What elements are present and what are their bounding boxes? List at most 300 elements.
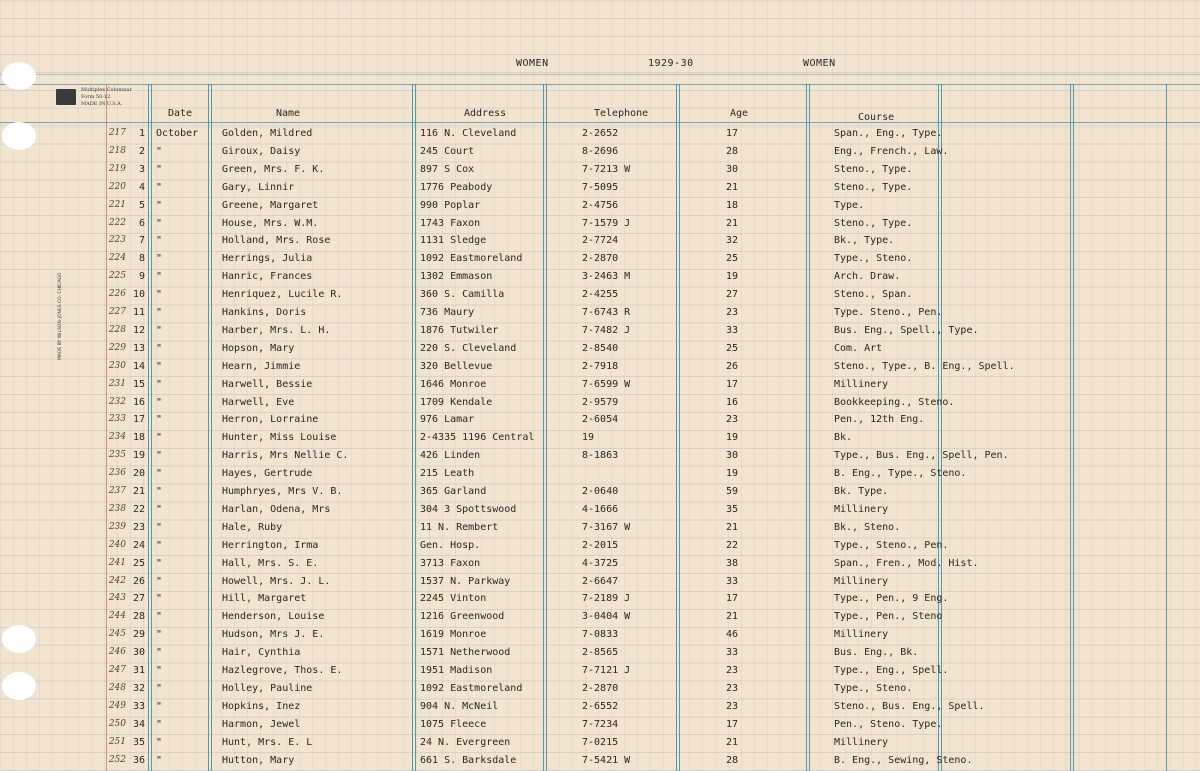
brand-line-3: MADE IN U.S.A. — [81, 101, 123, 107]
entry-date: " — [156, 682, 163, 694]
entry-age: 30 — [726, 163, 739, 175]
entry-address: 365 Garland — [420, 486, 487, 497]
entry-date: " — [156, 145, 163, 157]
entry-course: Type., Pen., Steno — [834, 611, 943, 623]
entry-name: Hazlegrove, Thos. E. — [222, 665, 343, 676]
entry-telephone: 7-6599 W — [582, 378, 631, 390]
entry-telephone: 2-6647 — [582, 575, 619, 587]
entry-course: Millinery — [834, 736, 889, 748]
table-row — [0, 465, 1200, 483]
entry-number: 28 — [132, 611, 145, 623]
entry-age: 33 — [726, 647, 739, 659]
entry-name: Herron, Lorraine — [222, 414, 319, 426]
brand-line-1: Multiplex Columnar — [81, 87, 132, 93]
entry-number: 5 — [138, 199, 145, 211]
entry-course: Millinery — [834, 378, 889, 390]
entry-telephone: 2-8540 — [582, 342, 619, 354]
entry-serial: 217 — [108, 128, 126, 138]
entry-number: 34 — [132, 718, 145, 730]
entry-address: 116 N. Cleveland — [420, 128, 517, 139]
entry-date: " — [156, 521, 163, 533]
brand-line-2: Form 50-12 — [81, 94, 111, 100]
entry-age: 23 — [726, 682, 739, 694]
entry-age: 25 — [726, 342, 739, 354]
entry-address: 1876 Tutwiler — [420, 324, 499, 336]
entry-serial: 234 — [108, 432, 126, 443]
table-row — [0, 304, 1200, 322]
entry-date: " — [156, 414, 163, 426]
entry-telephone: 7-5421 W — [582, 754, 631, 766]
entry-number: 3 — [138, 163, 145, 175]
entry-date: " — [156, 324, 163, 336]
entry-age: 33 — [726, 324, 739, 336]
entry-course: Type., Steno. — [834, 682, 913, 694]
entry-number: 30 — [132, 647, 145, 659]
entry-serial: 230 — [108, 360, 126, 371]
entry-serial: 250 — [108, 718, 126, 729]
entry-date: " — [156, 378, 163, 390]
entry-address: 24 N. Evergreen — [420, 736, 511, 748]
entry-number: 12 — [132, 324, 145, 336]
col-head-course: Course — [858, 112, 895, 123]
entry-number: 24 — [132, 539, 145, 551]
entry-address: 2-4335 1196 Central — [420, 432, 535, 444]
entry-course: Span., Fren., Mod. Hist. — [834, 557, 979, 569]
entry-number: 25 — [132, 557, 145, 569]
entry-serial: 240 — [108, 539, 126, 550]
entry-course: Type., Steno., Pen. — [834, 539, 949, 551]
table-row — [0, 358, 1200, 376]
entry-address: 1075 Fleece — [420, 718, 487, 730]
entry-age: 19 — [726, 432, 739, 444]
entry-age: 21 — [726, 521, 739, 533]
entry-age: 21 — [726, 736, 739, 748]
entry-name: Herrings, Julia — [222, 253, 313, 265]
entry-course: Eng., French., Law. — [834, 145, 949, 157]
entry-age: 19 — [726, 271, 739, 283]
entry-date: " — [156, 718, 163, 730]
entry-telephone: 7-6743 R — [582, 307, 631, 318]
entry-date: " — [156, 486, 163, 497]
entry-serial: 243 — [108, 593, 126, 604]
entry-date: " — [156, 539, 163, 551]
entry-course: Millinery — [834, 629, 889, 641]
entry-address: 304 3 Spottswood — [420, 503, 517, 515]
entry-telephone: 7-2189 J — [582, 593, 631, 605]
entry-age: 23 — [726, 414, 739, 426]
entry-name: Holland, Mrs. Rose — [222, 235, 331, 247]
table-row — [0, 698, 1200, 716]
entry-date: " — [156, 360, 163, 372]
entry-date: " — [156, 754, 163, 766]
entry-address: 1743 Faxon — [420, 217, 481, 229]
entry-age: 59 — [726, 486, 739, 497]
entry-address: 1709 Kendale — [420, 396, 493, 408]
entry-number: 14 — [132, 360, 145, 372]
entry-date: " — [156, 342, 163, 354]
entry-name: Herrington, Irma — [222, 539, 319, 551]
entry-date: " — [156, 700, 163, 712]
entry-telephone: 2-8565 — [582, 647, 619, 659]
table-row — [0, 143, 1200, 161]
entry-date: " — [156, 503, 163, 515]
table-row — [0, 340, 1200, 358]
wilson-jones-logo-icon — [56, 89, 76, 105]
table-row — [0, 483, 1200, 501]
entry-address: 1092 Eastmoreland — [420, 253, 523, 265]
entry-course: Bus. Eng., Spell., Type. — [834, 324, 979, 336]
entry-name: Hankins, Doris — [222, 307, 307, 318]
entry-name: Hutton, Mary — [222, 754, 295, 766]
entry-address: 11 N. Rembert — [420, 521, 499, 533]
entry-name: Hall, Mrs. S. E. — [222, 557, 319, 569]
entry-age: 16 — [726, 396, 739, 408]
entry-course: Com. Art — [834, 342, 883, 354]
entry-serial: 220 — [108, 181, 126, 192]
table-row — [0, 590, 1200, 608]
entry-serial: 245 — [108, 629, 126, 640]
entry-address: 426 Linden — [420, 450, 481, 462]
entry-address: 3713 Faxon — [420, 557, 481, 569]
entry-course: Steno., Type. — [834, 217, 913, 229]
table-row — [0, 376, 1200, 394]
entry-name: Harris, Mrs Nellie C. — [222, 450, 349, 462]
entry-telephone: 7-3167 W — [582, 521, 631, 533]
table-row — [0, 626, 1200, 644]
entry-age: 38 — [726, 557, 739, 569]
entry-telephone: 2-4756 — [582, 199, 619, 211]
table-row — [0, 537, 1200, 555]
entry-name: Hudson, Mrs J. E. — [222, 629, 325, 641]
entry-number: 20 — [132, 468, 145, 480]
top-rule — [0, 74, 1200, 75]
entry-number: 19 — [132, 450, 145, 462]
table-row — [0, 411, 1200, 429]
entry-number: 1 — [138, 128, 145, 139]
entry-age: 32 — [726, 235, 739, 247]
entry-telephone: 2-2015 — [582, 539, 619, 551]
col-head-telephone: Telephone — [594, 108, 649, 119]
entry-address: 904 N. McNeil — [420, 700, 499, 712]
entry-course: Pen., 12th Eng. — [834, 414, 925, 426]
table-row — [0, 394, 1200, 412]
entry-serial: 248 — [108, 682, 126, 693]
entry-course: Bk. — [834, 432, 853, 444]
entry-number: 22 — [132, 503, 145, 515]
entry-course: Steno., Type. — [834, 163, 913, 175]
entry-name: Green, Mrs. F. K. — [222, 163, 325, 175]
entry-telephone: 2-2870 — [582, 682, 619, 694]
entry-date: " — [156, 163, 163, 175]
entry-number: 6 — [138, 217, 145, 229]
table-row — [0, 268, 1200, 286]
entry-number: 21 — [132, 486, 145, 497]
entry-date: " — [156, 575, 163, 587]
entry-address: 897 S Cox — [420, 163, 475, 175]
sheet-title-right: WOMEN — [803, 58, 836, 69]
entry-number: 4 — [138, 181, 145, 193]
entry-name: Hair, Cynthia — [222, 647, 301, 659]
entry-course: Type., Bus. Eng., Spell, Pen. — [834, 450, 1009, 462]
entry-address: 320 Bellevue — [420, 360, 493, 372]
binder-hole — [2, 62, 36, 90]
entry-telephone: 2-9579 — [582, 396, 619, 408]
entry-course: B. Eng., Sewing, Steno. — [834, 754, 973, 766]
entry-age: 18 — [726, 199, 739, 211]
entry-address: 976 Lamar — [420, 414, 475, 426]
table-row — [0, 447, 1200, 465]
entry-telephone: 7-0215 — [582, 736, 619, 748]
entry-telephone: 8-1863 — [582, 450, 619, 462]
entry-age: 17 — [726, 128, 739, 139]
entry-date: " — [156, 593, 163, 605]
header-rule — [0, 84, 1200, 85]
entry-telephone: 3-0404 W — [582, 611, 631, 623]
entry-course: Type. — [834, 199, 865, 211]
entry-number: 13 — [132, 342, 145, 354]
entry-course: Steno., Type. — [834, 181, 913, 193]
entry-address: 1092 Eastmoreland — [420, 682, 523, 694]
entry-name: Hunter, Miss Louise — [222, 432, 337, 444]
table-row — [0, 215, 1200, 233]
entry-address: 1951 Madison — [420, 665, 493, 676]
entry-number: 27 — [132, 593, 145, 605]
entry-telephone: 7-1579 J — [582, 217, 631, 229]
entry-number: 23 — [132, 521, 145, 533]
entry-age: 23 — [726, 307, 739, 318]
entry-course: Bk., Steno. — [834, 521, 901, 533]
entry-serial: 247 — [108, 665, 126, 675]
entry-address: 1571 Netherwood — [420, 647, 511, 659]
entry-course: Bookkeeping., Steno. — [834, 396, 955, 408]
entry-age: 17 — [726, 378, 739, 390]
entry-telephone: 4-1666 — [582, 503, 619, 515]
entry-serial: 241 — [108, 557, 126, 568]
entry-date: " — [156, 432, 163, 444]
entry-address: 1619 Monroe — [420, 629, 487, 641]
table-row — [0, 125, 1200, 143]
table-row — [0, 734, 1200, 752]
entry-address: 2245 Vinton — [420, 593, 487, 605]
entry-name: Hearn, Jimmie — [222, 360, 301, 372]
entry-serial: 229 — [108, 342, 126, 353]
entry-number: 2 — [138, 145, 145, 157]
entry-serial: 225 — [108, 271, 126, 282]
entry-telephone: 2-7918 — [582, 360, 619, 372]
entry-telephone: 7-7482 J — [582, 324, 631, 336]
entry-serial: 246 — [108, 647, 126, 658]
entry-name: Holley, Pauline — [222, 682, 313, 694]
entry-date: " — [156, 450, 163, 462]
col-head-date: Date — [168, 108, 193, 119]
entry-name: Hopson, Mary — [222, 342, 295, 354]
entry-name: Howell, Mrs. J. L. — [222, 575, 331, 587]
entry-address: 245 Court — [420, 145, 475, 157]
entry-serial: 239 — [108, 521, 126, 532]
entry-address: 1776 Peabody — [420, 181, 493, 193]
entry-telephone: 4-3725 — [582, 557, 619, 569]
entry-number: 18 — [132, 432, 145, 444]
entry-number: 26 — [132, 575, 145, 587]
entry-serial: 223 — [108, 235, 126, 246]
column-head-rule — [0, 122, 1200, 123]
entry-date: " — [156, 271, 163, 283]
entry-telephone: 2-2870 — [582, 253, 619, 265]
entry-address: 990 Poplar — [420, 199, 481, 211]
entry-address: 661 S. Barksdale — [420, 754, 517, 766]
entry-address: 1216 Greenwood — [420, 611, 505, 623]
entry-serial: 251 — [108, 736, 126, 747]
entry-serial: 222 — [108, 217, 126, 228]
entry-age: 21 — [726, 181, 739, 193]
entry-number: 33 — [132, 700, 145, 712]
entry-age: 17 — [726, 718, 739, 730]
entry-telephone: 2-6054 — [582, 414, 619, 426]
entry-course: Span., Eng., Type. — [834, 128, 943, 139]
entry-age: 25 — [726, 253, 739, 265]
entry-name: Golden, Mildred — [222, 128, 313, 139]
entry-date: " — [156, 199, 163, 211]
table-row — [0, 680, 1200, 698]
entry-address: 1131 Sledge — [420, 235, 487, 247]
entry-date: " — [156, 611, 163, 623]
entry-name: Hill, Margaret — [222, 593, 307, 605]
entry-telephone: 8-2696 — [582, 145, 619, 157]
entry-serial: 226 — [108, 289, 126, 300]
entry-date: " — [156, 468, 163, 480]
entry-course: Steno., Bus. Eng., Spell. — [834, 700, 985, 712]
entry-telephone: 7-5095 — [582, 181, 619, 193]
entry-serial: 233 — [108, 414, 126, 425]
table-row — [0, 179, 1200, 197]
entry-age: 21 — [726, 217, 739, 229]
entry-name: Giroux, Daisy — [222, 145, 301, 157]
table-row — [0, 662, 1200, 680]
entry-number: 15 — [132, 378, 145, 390]
entry-date: " — [156, 289, 163, 301]
entry-course: Millinery — [834, 575, 889, 587]
entry-serial: 227 — [108, 307, 126, 317]
entry-telephone: 2-6552 — [582, 700, 619, 712]
sheet-title-left: WOMEN — [516, 58, 549, 69]
maker-side-mark: MADE BY WILSON-JONES CO. CHICAGO — [58, 272, 63, 360]
entry-name: Hopkins, Inez — [222, 700, 301, 712]
entry-date: " — [156, 235, 163, 247]
entry-number: 31 — [132, 665, 145, 676]
entry-number: 11 — [132, 307, 145, 318]
entry-course: Type., Eng., Spell. — [834, 665, 949, 676]
entry-serial: 252 — [108, 754, 126, 765]
entry-course: Steno., Type., B. Eng., Spell. — [834, 360, 1015, 372]
entry-telephone: 7-7121 J — [582, 665, 631, 676]
entry-serial: 221 — [108, 199, 126, 210]
entry-address: 220 S. Cleveland — [420, 342, 517, 354]
table-row — [0, 250, 1200, 268]
entry-name: House, Mrs. W.M. — [222, 217, 319, 229]
entry-serial: 244 — [108, 611, 126, 622]
entry-age: 27 — [726, 289, 739, 301]
table-row — [0, 608, 1200, 626]
entry-date: " — [156, 253, 163, 265]
entry-date: " — [156, 181, 163, 193]
entry-serial: 249 — [108, 700, 126, 711]
entry-name: Humphryes, Mrs V. B. — [222, 486, 343, 497]
entry-age: 33 — [726, 575, 739, 587]
table-row — [0, 286, 1200, 304]
entry-course: Bus. Eng., Bk. — [834, 647, 919, 659]
entry-date: " — [156, 396, 163, 408]
entry-serial: 235 — [108, 450, 126, 461]
entry-telephone: 19 — [582, 432, 595, 444]
col-head-name: Name — [276, 108, 301, 119]
entry-number: 10 — [132, 289, 145, 301]
entry-number: 32 — [132, 682, 145, 694]
entry-age: 19 — [726, 468, 739, 480]
entry-course: Millinery — [834, 503, 889, 515]
entry-course: Bk., Type. — [834, 235, 895, 247]
entry-number: 9 — [138, 271, 145, 283]
entry-telephone: 7-7213 W — [582, 163, 631, 175]
entry-course: Bk. Type. — [834, 486, 889, 497]
entry-telephone: 2-2652 — [582, 128, 619, 139]
table-row — [0, 555, 1200, 573]
entry-serial: 228 — [108, 324, 126, 335]
entry-number: 35 — [132, 736, 145, 748]
col-head-address: Address — [464, 108, 507, 119]
entry-name: Harlan, Odena, Mrs — [222, 503, 331, 515]
entry-name: Hayes, Gertrude — [222, 468, 313, 480]
table-row — [0, 197, 1200, 215]
entry-name: Hanric, Frances — [222, 271, 313, 283]
entry-age: 30 — [726, 450, 739, 462]
entry-serial: 218 — [108, 145, 126, 156]
entry-telephone: 2-4255 — [582, 289, 619, 301]
entry-serial: 237 — [108, 486, 126, 496]
entry-course: Type., Pen., 9 Eng. — [834, 593, 949, 605]
entry-age: 23 — [726, 700, 739, 712]
entry-number: 17 — [132, 414, 145, 426]
table-row — [0, 232, 1200, 250]
entry-address: Gen. Hosp. — [420, 539, 481, 551]
entry-address: 1302 Emmason — [420, 271, 493, 283]
entry-telephone: 3-2463 M — [582, 271, 631, 283]
entry-course: B. Eng., Type., Steno. — [834, 468, 967, 480]
entry-course: Type., Steno. — [834, 253, 913, 265]
entry-date: " — [156, 557, 163, 569]
entry-address: 1646 Monroe — [420, 378, 487, 390]
entry-number: 8 — [138, 253, 145, 265]
entry-date: " — [156, 647, 163, 659]
entry-age: 46 — [726, 629, 739, 641]
entry-serial: 236 — [108, 468, 126, 479]
entry-number: 36 — [132, 754, 145, 766]
entry-course: Arch. Draw. — [834, 271, 901, 283]
entry-age: 21 — [726, 611, 739, 623]
entry-course: Pen., Steno. Type. — [834, 718, 943, 730]
entry-telephone: 2-0640 — [582, 486, 619, 497]
table-row — [0, 322, 1200, 340]
entry-name: Hale, Ruby — [222, 521, 283, 533]
entry-date: " — [156, 217, 163, 229]
entry-name: Greene, Margaret — [222, 199, 319, 211]
entry-serial: 232 — [108, 396, 126, 407]
table-row — [0, 752, 1200, 770]
form-brand — [56, 87, 148, 109]
entry-address: 1537 N. Parkway — [420, 575, 511, 587]
entry-serial: 231 — [108, 378, 126, 389]
table-row — [0, 429, 1200, 447]
entry-address: 215 Leath — [420, 468, 475, 480]
